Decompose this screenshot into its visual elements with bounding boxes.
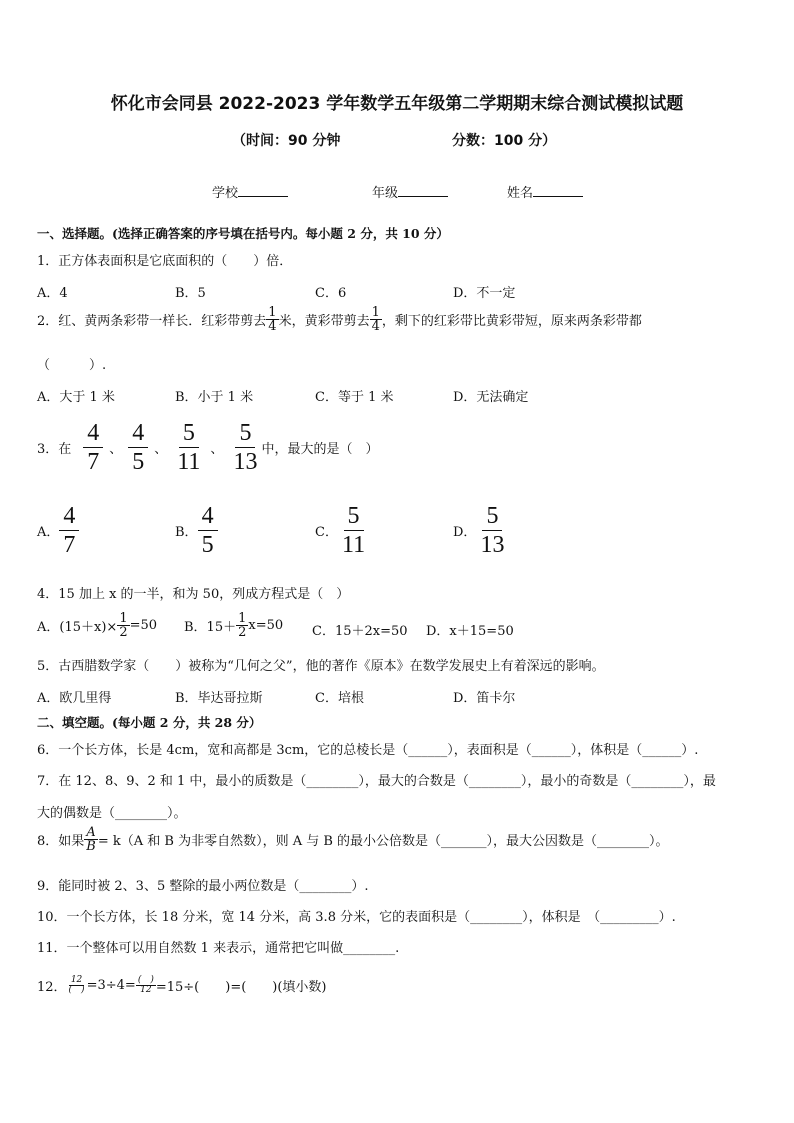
school-blank[interactable]: [238, 182, 288, 197]
q4-option-a-pre: A．(15＋x)×: [37, 620, 118, 635]
q2-line2: （ ）.: [37, 358, 107, 373]
q11-text: 11．一个整体可以用自然数 1 来表示，通常把它叫做________.: [37, 941, 400, 956]
q12-middle: =3÷4=: [86, 978, 136, 993]
q3-fraction-1: $\frac{4}{7}$: [83, 420, 103, 475]
q5-text: 5．古西腊数学家（ ）被称为“几何之父”，他的著作《原本》在数学发展史上有着深远的影响。: [37, 659, 605, 674]
score-label: 分数：100 分）: [452, 133, 557, 149]
q2-fraction-2: $\frac{1}{4}$: [371, 305, 380, 334]
q12-text: [37, 976, 327, 995]
q3-option-a-fraction: $\frac{4}{7}$: [59, 503, 79, 558]
q4-option-a-fraction: $\frac{1}{2}$: [119, 611, 128, 640]
q7-line1: 7．在 12、8、9、2 和 1 中，最小的质数是（________），最大的合数是（________），最小的奇数是（________），最: [37, 774, 716, 789]
q1-option-c[interactable]: C．6: [315, 286, 347, 301]
q3-sep-2: 、: [154, 442, 168, 457]
q3-option-c[interactable]: [315, 503, 369, 558]
q4-text: 4．15 加上 x 的一半，和为 50，列成方程式是（ ）: [37, 587, 350, 602]
q2-text: [37, 306, 642, 333]
q2-option-c[interactable]: C．等于 1 米: [315, 390, 394, 405]
q3-option-a-label: A．: [37, 525, 60, 540]
q6-text: 6．一个长方体，长是 4cm，宽和高都是 3cm，它的总棱长是（______），表面积是（______），体积是（______）.: [37, 743, 699, 758]
q12-fraction-1: $\frac{12}{( )}$: [68, 975, 85, 995]
q8-suffix: = k（A 和 B 为非零自然数），则 A 与 B 的最小公倍数是（_______），最大公因数是（________）。: [97, 834, 669, 849]
name-field[interactable]: [507, 182, 583, 201]
q3-option-b-label: B．: [175, 525, 198, 540]
name-label: 姓名: [507, 186, 534, 201]
q9-text: 9．能同时被 2、3、5 整除的最小两位数是（________）.: [37, 879, 369, 894]
q1-text: 1．正方体表面积是它底面积的（ ）倍．: [37, 254, 293, 269]
q1-option-d[interactable]: D．不一定: [453, 286, 516, 301]
q3-option-d-label: D．: [453, 525, 477, 540]
q3-text: [37, 420, 378, 475]
q3-option-c-fraction: $\frac{5}{11}$: [341, 503, 366, 558]
q2-fraction-1: $\frac{1}{4}$: [268, 305, 277, 334]
q8-prefix: 8．如果: [37, 834, 85, 849]
q12-suffix: =15÷( )=( )(填小数): [155, 980, 327, 995]
school-label: 学校: [212, 186, 239, 201]
q3-suffix: 中，最大的是（ ）: [261, 442, 379, 457]
grade-blank[interactable]: [398, 182, 448, 197]
q7-line2: 大的偶数是（________）。: [37, 806, 187, 821]
q8-text: [37, 826, 669, 853]
q4-option-a-post: =50: [129, 618, 158, 633]
q3-option-c-label: C．: [315, 525, 338, 540]
q3-fraction-3: $\frac{5}{11}$: [177, 420, 201, 475]
q5-option-c[interactable]: C．培根: [315, 691, 364, 706]
q4-option-b-post: x=50: [248, 618, 284, 633]
q5-option-a[interactable]: A．欧几里得: [37, 691, 112, 706]
q1-option-a[interactable]: A．4: [37, 286, 68, 301]
q4-option-a[interactable]: [37, 612, 157, 639]
q2-part3: ，剩下的红彩带比黄彩带短，原来两条彩带都: [381, 314, 642, 329]
section1-heading: 一、选择题。(选择正确答案的序号填在括号内。每小题 2 分，共 10 分）: [37, 226, 449, 241]
school-field[interactable]: [212, 182, 288, 201]
name-blank[interactable]: [533, 182, 583, 197]
q4-option-b-fraction: $\frac{1}{2}$: [238, 611, 247, 640]
q4-option-d[interactable]: D．x＋15=50: [426, 624, 514, 639]
page-title: 怀化市会同县 2022-2023 学年数学五年级第二学期期末综合测试模拟试题: [110, 94, 684, 114]
q2-part1: 2．红、黄两条彩带一样长．红彩带剪去: [37, 314, 267, 329]
q10-text: 10．一个长方体，长 18 分米，宽 14 分米，高 3.8 分米，它的表面积是（________），体积是 （_________）.: [37, 910, 676, 925]
q3-option-d[interactable]: [453, 503, 508, 558]
q2-part2: 米，黄彩带剪去: [278, 314, 370, 329]
q12-prefix: 12．: [37, 980, 67, 995]
q3-option-a[interactable]: [37, 503, 79, 558]
q1-option-b[interactable]: B．5: [175, 286, 206, 301]
q2-option-a[interactable]: A．大于 1 米: [37, 390, 115, 405]
q2-option-d[interactable]: D．无法确定: [453, 390, 529, 405]
section2-heading: 二、填空题。(每小题 2 分，共 28 分）: [37, 715, 262, 730]
q3-fraction-2: $\frac{4}{5}$: [128, 420, 148, 475]
q3-option-b[interactable]: [175, 503, 218, 558]
q5-option-d[interactable]: D．笛卡尔: [453, 691, 516, 706]
time-label: （时间：90 分钟: [232, 133, 341, 149]
q3-fraction-4: $\frac{5}{13}$: [233, 420, 258, 475]
q12-fraction-2: $\frac{( )}{12}$: [137, 975, 154, 995]
q3-option-d-fraction: $\frac{5}{13}$: [480, 503, 505, 558]
q2-option-b[interactable]: B．小于 1 米: [175, 390, 254, 405]
q3-sep-1: 、: [109, 442, 123, 457]
q4-option-c[interactable]: C．15＋2x=50: [312, 624, 408, 639]
q4-option-b-pre: B．15＋: [184, 620, 237, 635]
q3-option-b-fraction: $\frac{4}{5}$: [198, 503, 218, 558]
q4-option-b[interactable]: [184, 612, 283, 639]
q5-option-b[interactable]: B．毕达哥拉斯: [175, 691, 263, 706]
grade-label: 年级: [372, 186, 399, 201]
q3-prefix: 3．在: [37, 442, 72, 457]
q8-fraction: $\frac{A}{B}$: [86, 825, 96, 854]
q3-sep-3: 、: [210, 442, 224, 457]
grade-field[interactable]: [372, 182, 448, 201]
